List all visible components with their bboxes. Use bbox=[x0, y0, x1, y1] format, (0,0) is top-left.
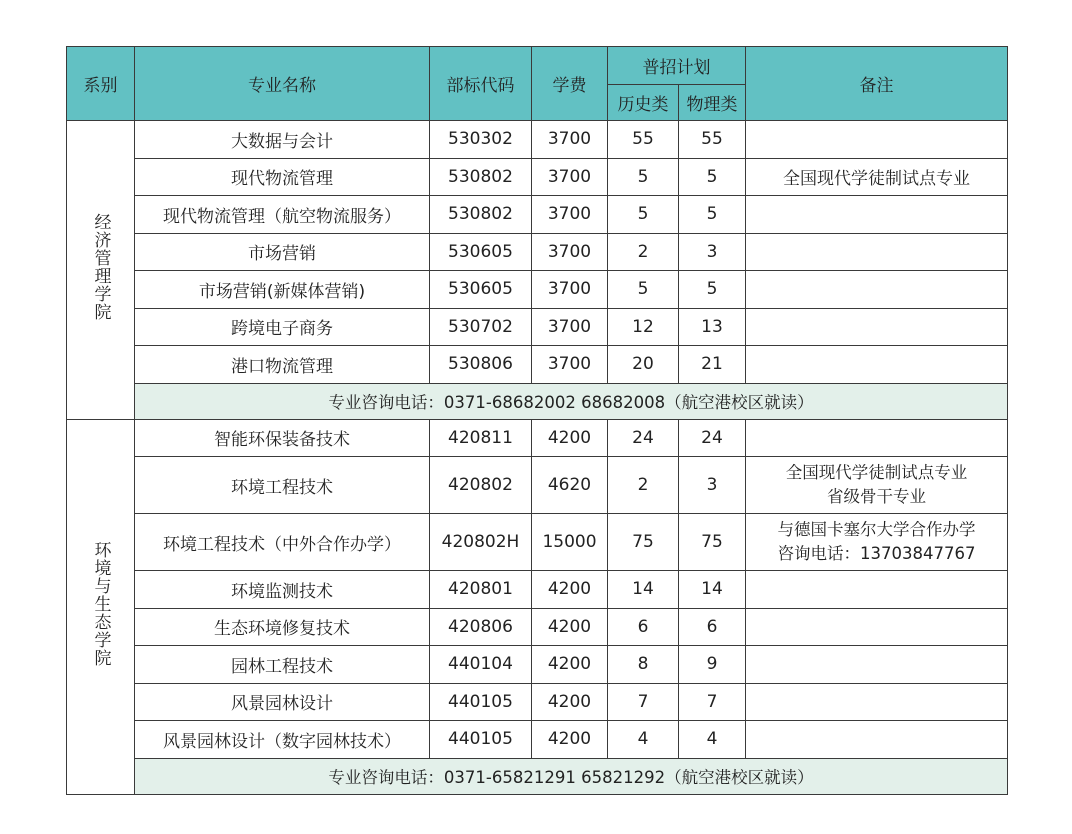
fee-cell: 3700 bbox=[532, 196, 608, 234]
dept-cell bbox=[67, 419, 135, 794]
note-line-2: 咨询电话：13703847767 bbox=[777, 544, 976, 563]
table-row bbox=[67, 121, 1008, 159]
history-cell: 55 bbox=[608, 121, 679, 159]
physics-cell: 9 bbox=[679, 646, 746, 684]
history-cell: 75 bbox=[608, 514, 679, 571]
header-fee: 学费 bbox=[532, 47, 608, 121]
table-row bbox=[67, 721, 1008, 759]
table-row bbox=[67, 608, 1008, 646]
note-cell bbox=[746, 571, 1008, 609]
physics-cell: 21 bbox=[679, 346, 746, 384]
note-cell bbox=[746, 646, 1008, 684]
enrollment-plan-table bbox=[66, 46, 1008, 795]
major-cell: 环境监测技术 bbox=[135, 571, 430, 609]
fee-cell: 4200 bbox=[532, 419, 608, 457]
physics-cell: 24 bbox=[679, 419, 746, 457]
physics-cell: 5 bbox=[679, 271, 746, 309]
fee-cell: 3700 bbox=[532, 158, 608, 196]
physics-cell: 7 bbox=[679, 683, 746, 721]
physics-cell: 4 bbox=[679, 721, 746, 759]
note-line-1: 与德国卡塞尔大学合作办学 bbox=[777, 520, 976, 539]
note-line-2: 省级骨干专业 bbox=[827, 487, 926, 506]
history-cell: 20 bbox=[608, 346, 679, 384]
code-cell: 440105 bbox=[430, 721, 532, 759]
table-body bbox=[67, 121, 1008, 795]
dept-name: 环境与生态学院 bbox=[90, 541, 111, 667]
major-cell: 大数据与会计 bbox=[135, 121, 430, 159]
table-row bbox=[67, 646, 1008, 684]
dept-name: 经济管理学院 bbox=[90, 213, 111, 322]
table-row bbox=[67, 419, 1008, 457]
table-row bbox=[67, 233, 1008, 271]
history-cell: 5 bbox=[608, 158, 679, 196]
table-row bbox=[67, 346, 1008, 384]
table-row bbox=[67, 514, 1008, 571]
table-row bbox=[67, 457, 1008, 514]
major-cell: 智能环保装备技术 bbox=[135, 419, 430, 457]
code-cell: 530802 bbox=[430, 196, 532, 234]
header-dept: 系别 bbox=[67, 47, 135, 121]
physics-cell: 13 bbox=[679, 308, 746, 346]
header-physics: 物理类 bbox=[679, 85, 746, 121]
table-row bbox=[67, 196, 1008, 234]
physics-cell: 55 bbox=[679, 121, 746, 159]
table-row bbox=[67, 158, 1008, 196]
fee-cell: 3700 bbox=[532, 271, 608, 309]
code-cell: 440105 bbox=[430, 683, 532, 721]
consult-row bbox=[67, 383, 1008, 419]
code-cell: 530702 bbox=[430, 308, 532, 346]
note-cell bbox=[746, 233, 1008, 271]
note-cell bbox=[746, 346, 1008, 384]
physics-cell: 3 bbox=[679, 457, 746, 514]
major-cell: 市场营销 bbox=[135, 233, 430, 271]
note-cell bbox=[746, 121, 1008, 159]
note-cell bbox=[746, 271, 1008, 309]
fee-cell: 4200 bbox=[532, 571, 608, 609]
fee-cell: 3700 bbox=[532, 308, 608, 346]
code-cell: 530605 bbox=[430, 271, 532, 309]
fee-cell: 4620 bbox=[532, 457, 608, 514]
note-cell bbox=[746, 196, 1008, 234]
note-cell: 全国现代学徒制试点专业 bbox=[746, 158, 1008, 196]
major-cell: 市场营销(新媒体营销) bbox=[135, 271, 430, 309]
history-cell: 6 bbox=[608, 608, 679, 646]
code-cell: 530302 bbox=[430, 121, 532, 159]
table-row bbox=[67, 271, 1008, 309]
code-cell: 420801 bbox=[430, 571, 532, 609]
physics-cell: 5 bbox=[679, 158, 746, 196]
note-cell bbox=[746, 419, 1008, 457]
dept-cell bbox=[67, 121, 135, 420]
physics-cell: 6 bbox=[679, 608, 746, 646]
note-cell bbox=[746, 683, 1008, 721]
table-row bbox=[67, 308, 1008, 346]
major-cell: 环境工程技术（中外合作办学） bbox=[135, 514, 430, 571]
physics-cell: 3 bbox=[679, 233, 746, 271]
fee-cell: 3700 bbox=[532, 121, 608, 159]
history-cell: 14 bbox=[608, 571, 679, 609]
fee-cell: 3700 bbox=[532, 233, 608, 271]
major-cell: 风景园林设计 bbox=[135, 683, 430, 721]
header-major: 专业名称 bbox=[135, 47, 430, 121]
code-cell: 530802 bbox=[430, 158, 532, 196]
consult-phone: 专业咨询电话：0371-68682002 68682008（航空港校区就读） bbox=[135, 383, 1008, 419]
major-cell: 现代物流管理 bbox=[135, 158, 430, 196]
note-cell bbox=[746, 608, 1008, 646]
major-cell: 园林工程技术 bbox=[135, 646, 430, 684]
history-cell: 12 bbox=[608, 308, 679, 346]
note-line-1: 全国现代学徒制试点专业 bbox=[785, 463, 968, 482]
fee-cell: 15000 bbox=[532, 514, 608, 571]
note-cell bbox=[746, 308, 1008, 346]
fee-cell: 4200 bbox=[532, 646, 608, 684]
note-cell bbox=[746, 514, 1008, 571]
major-cell: 跨境电子商务 bbox=[135, 308, 430, 346]
code-cell: 440104 bbox=[430, 646, 532, 684]
fee-cell: 4200 bbox=[532, 721, 608, 759]
note-cell bbox=[746, 457, 1008, 514]
major-cell: 现代物流管理（航空物流服务） bbox=[135, 196, 430, 234]
physics-cell: 5 bbox=[679, 196, 746, 234]
history-cell: 8 bbox=[608, 646, 679, 684]
history-cell: 5 bbox=[608, 271, 679, 309]
code-cell: 420802H bbox=[430, 514, 532, 571]
major-cell: 港口物流管理 bbox=[135, 346, 430, 384]
history-cell: 2 bbox=[608, 457, 679, 514]
code-cell: 530605 bbox=[430, 233, 532, 271]
history-cell: 24 bbox=[608, 419, 679, 457]
code-cell: 420811 bbox=[430, 419, 532, 457]
code-cell: 530806 bbox=[430, 346, 532, 384]
history-cell: 4 bbox=[608, 721, 679, 759]
table-row bbox=[67, 683, 1008, 721]
consult-row bbox=[67, 758, 1008, 794]
major-cell: 环境工程技术 bbox=[135, 457, 430, 514]
header-code: 部标代码 bbox=[430, 47, 532, 121]
header-note: 备注 bbox=[746, 47, 1008, 121]
major-cell: 生态环境修复技术 bbox=[135, 608, 430, 646]
table-row bbox=[67, 571, 1008, 609]
code-cell: 420806 bbox=[430, 608, 532, 646]
fee-cell: 4200 bbox=[532, 608, 608, 646]
consult-phone: 专业咨询电话：0371-65821291 65821292（航空港校区就读） bbox=[135, 758, 1008, 794]
fee-cell: 4200 bbox=[532, 683, 608, 721]
history-cell: 2 bbox=[608, 233, 679, 271]
header-plan: 普招计划 bbox=[608, 47, 746, 85]
fee-cell: 3700 bbox=[532, 346, 608, 384]
note-cell bbox=[746, 721, 1008, 759]
physics-cell: 14 bbox=[679, 571, 746, 609]
table-header bbox=[67, 47, 1008, 121]
code-cell: 420802 bbox=[430, 457, 532, 514]
physics-cell: 75 bbox=[679, 514, 746, 571]
major-cell: 风景园林设计（数字园林技术） bbox=[135, 721, 430, 759]
header-history: 历史类 bbox=[608, 85, 679, 121]
history-cell: 7 bbox=[608, 683, 679, 721]
history-cell: 5 bbox=[608, 196, 679, 234]
